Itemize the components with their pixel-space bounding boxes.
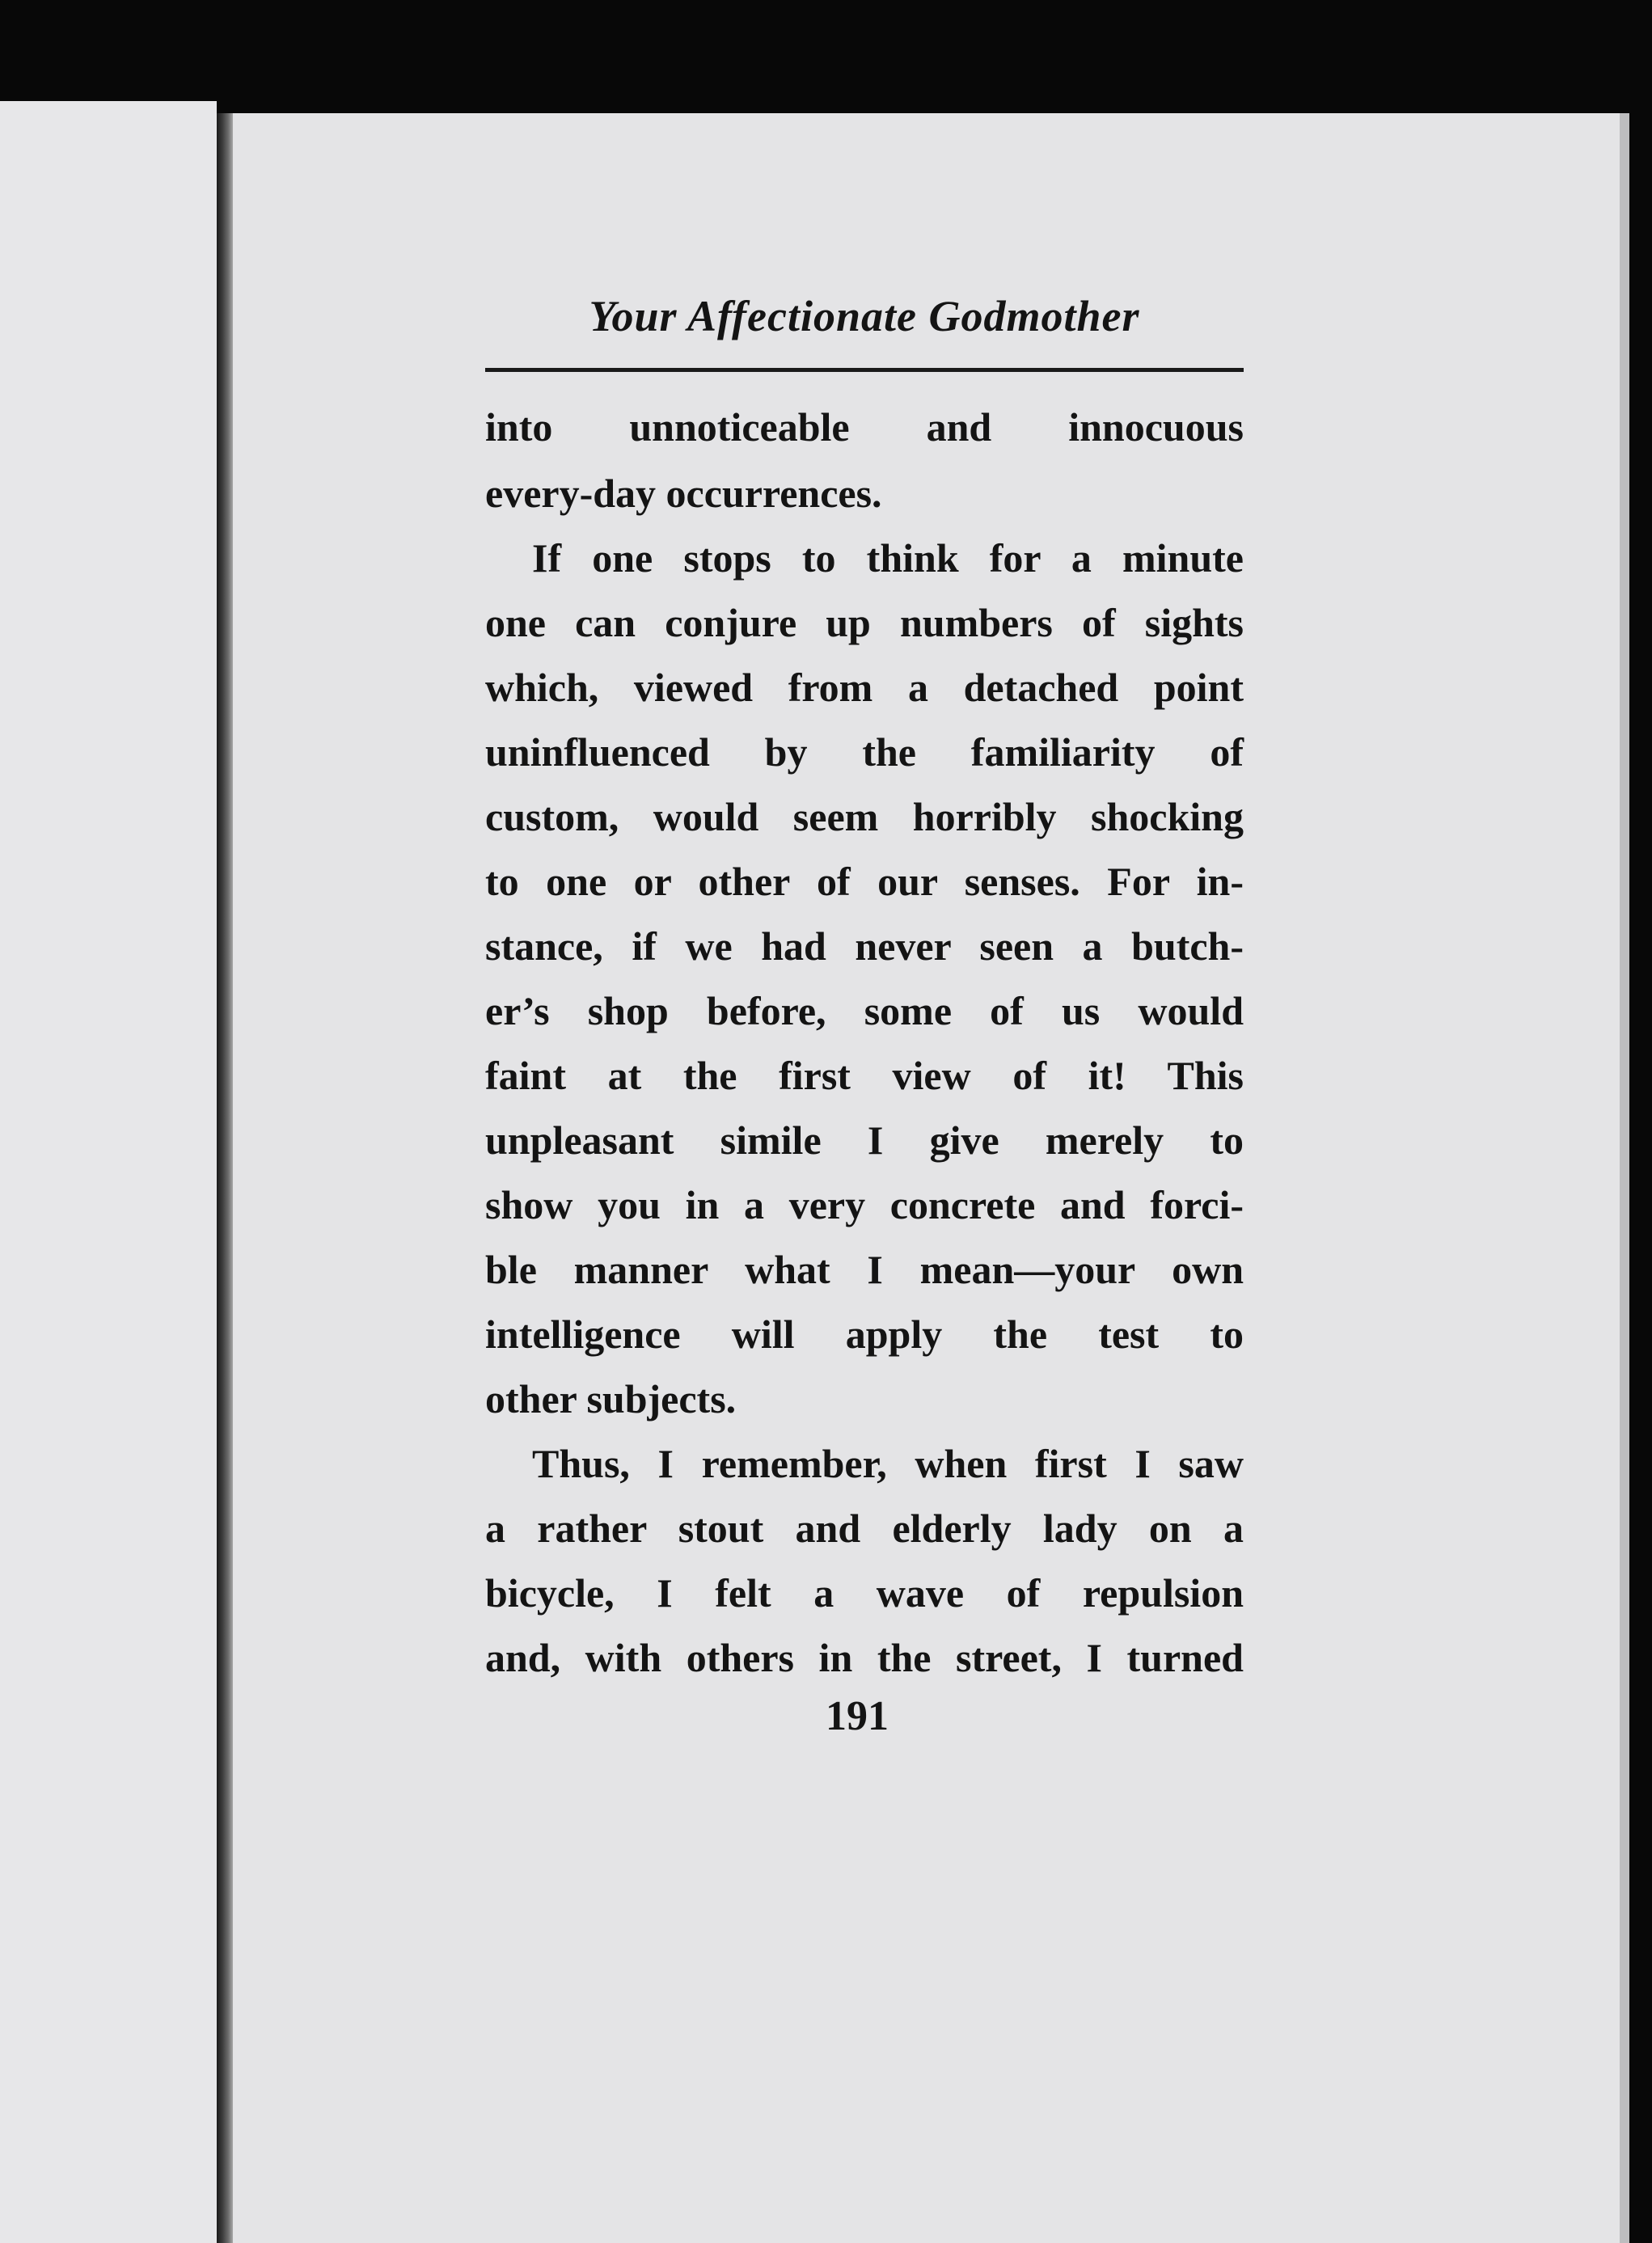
running-head: Your Affectionate Godmother [589,292,1140,340]
text-line: bicycle, I felt a wave of repulsion [485,1570,1244,1616]
text-line: If one stops to think for a minute [532,535,1244,581]
text-line: a rather stout and elderly lady on a [485,1506,1244,1551]
page-edge [1620,113,1629,2243]
text-line: to one or other of our senses. For in- [485,859,1244,904]
text-line: custom, would seem horribly shocking [485,794,1244,839]
text-line: other subjects. [485,1376,737,1421]
running-head-rule [485,368,1244,372]
text-line: uninfluenced by the familiarity of [485,729,1244,775]
text-line: stance, if we had never seen a butch- [485,923,1244,969]
page-number: 191 [826,1693,889,1739]
book-gutter [217,113,233,2243]
text-line: er’s shop before, some of us would [485,988,1244,1033]
text-line: Thus, I remember, when first I saw [532,1441,1244,1486]
text-line: into unnoticeable and innocuous [485,404,1244,450]
text-line: one can conjure up numbers of sights [485,600,1244,645]
text-line: show you in a very concrete and forci- [485,1182,1244,1227]
text-line: unpleasant simile I give merely to [485,1117,1244,1163]
text-line: and, with others in the street, I turned [485,1635,1244,1680]
text-line: which, viewed from a detached point [485,665,1244,710]
text-line: every-day occurrences. [485,471,882,516]
text-line: ble manner what I mean—your own [485,1247,1244,1292]
facing-page-edge [0,101,217,2243]
text-line: intelligence will apply the test to [485,1312,1244,1357]
text-line: faint at the first view of it! This [485,1053,1244,1098]
